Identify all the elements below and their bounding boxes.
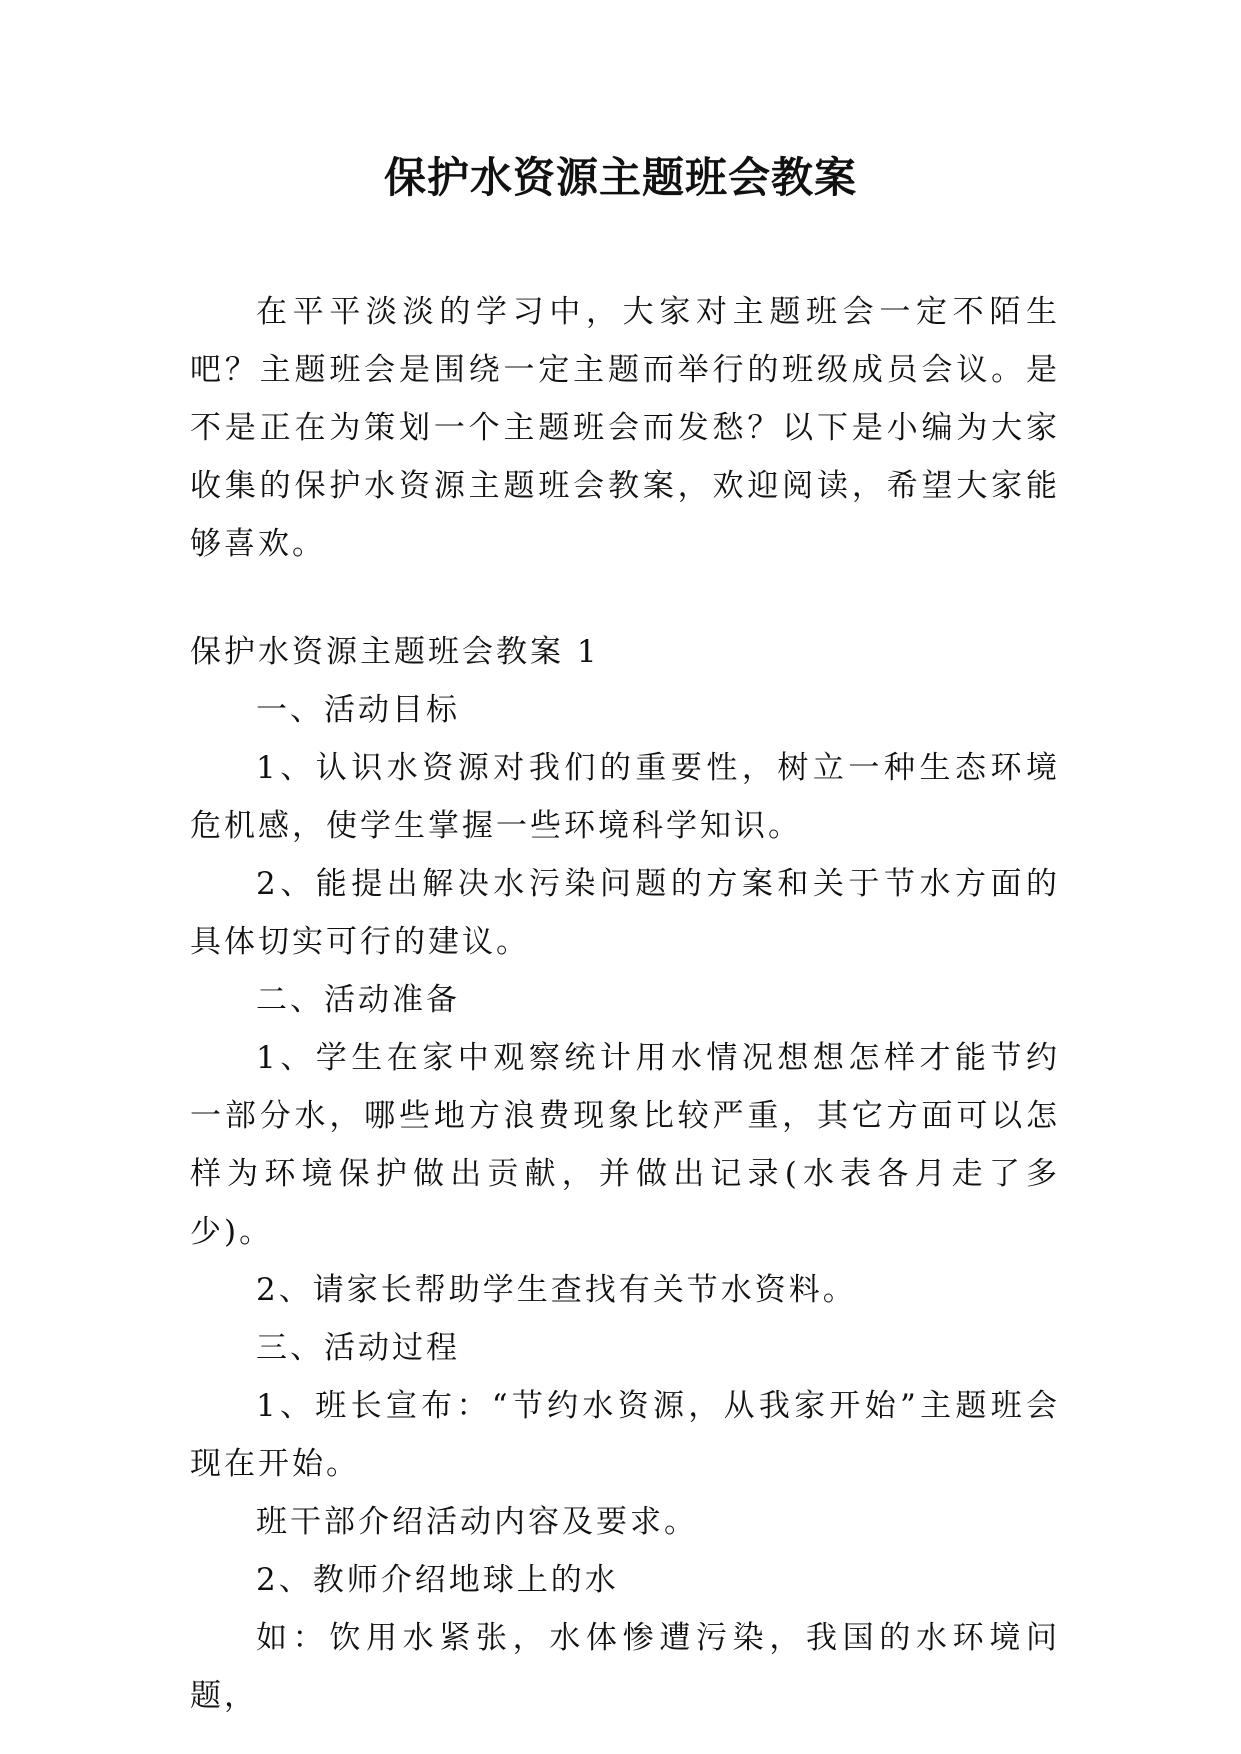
process-item-1: 1、班长宣布：“节约水资源，从我家开始”主题班会现在开始。 (190, 1388, 1060, 1482)
process-note: 班干部介绍活动内容及要求。 (256, 1504, 698, 1540)
preparation-item-1: 1、学生在家中观察统计用水情况想想怎样才能节约一部分水，哪些地方浪费现象比较严重，其它方面可以怎样为环境保护做出贡献，并做出记录(水表各月走了多少)。 (190, 1040, 1060, 1250)
goal-item-1: 1、认识水资源对我们的重要性，树立一种生态环境危机感，使学生掌握一些环境科学知识。 (190, 750, 1060, 844)
process-example: 如：饮用水紧张，水体惨遭污染，我国的水环境问题， (190, 1620, 1060, 1714)
heading-activity-goals: 一、活动目标 (256, 692, 460, 728)
process-item-2: 2、教师介绍地球上的水 (256, 1562, 619, 1598)
goal-item-2: 2、能提出解决水污染问题的方案和关于节水方面的具体切实可行的建议。 (190, 866, 1060, 960)
heading-activity-preparation: 二、活动准备 (256, 982, 460, 1018)
section-heading: 保护水资源主题班会教案 1 (190, 634, 600, 670)
document-title: 保护水资源主题班会教案 (383, 153, 857, 202)
heading-activity-process: 三、活动过程 (256, 1330, 460, 1366)
preparation-item-2: 2、请家长帮助学生查找有关节水资料。 (256, 1272, 857, 1308)
document-body (190, 283, 1060, 1725)
intro-paragraph: 在平平淡淡的学习中，大家对主题班会一定不陌生吧？主题班会是围绕一定主题而举行的班级成员会议。是不是正在为策划一个主题班会而发愁？以下是小编为大家收集的保护水资源主题班会教案，欢迎阅读，希望大家能够喜欢。 (190, 294, 1060, 562)
